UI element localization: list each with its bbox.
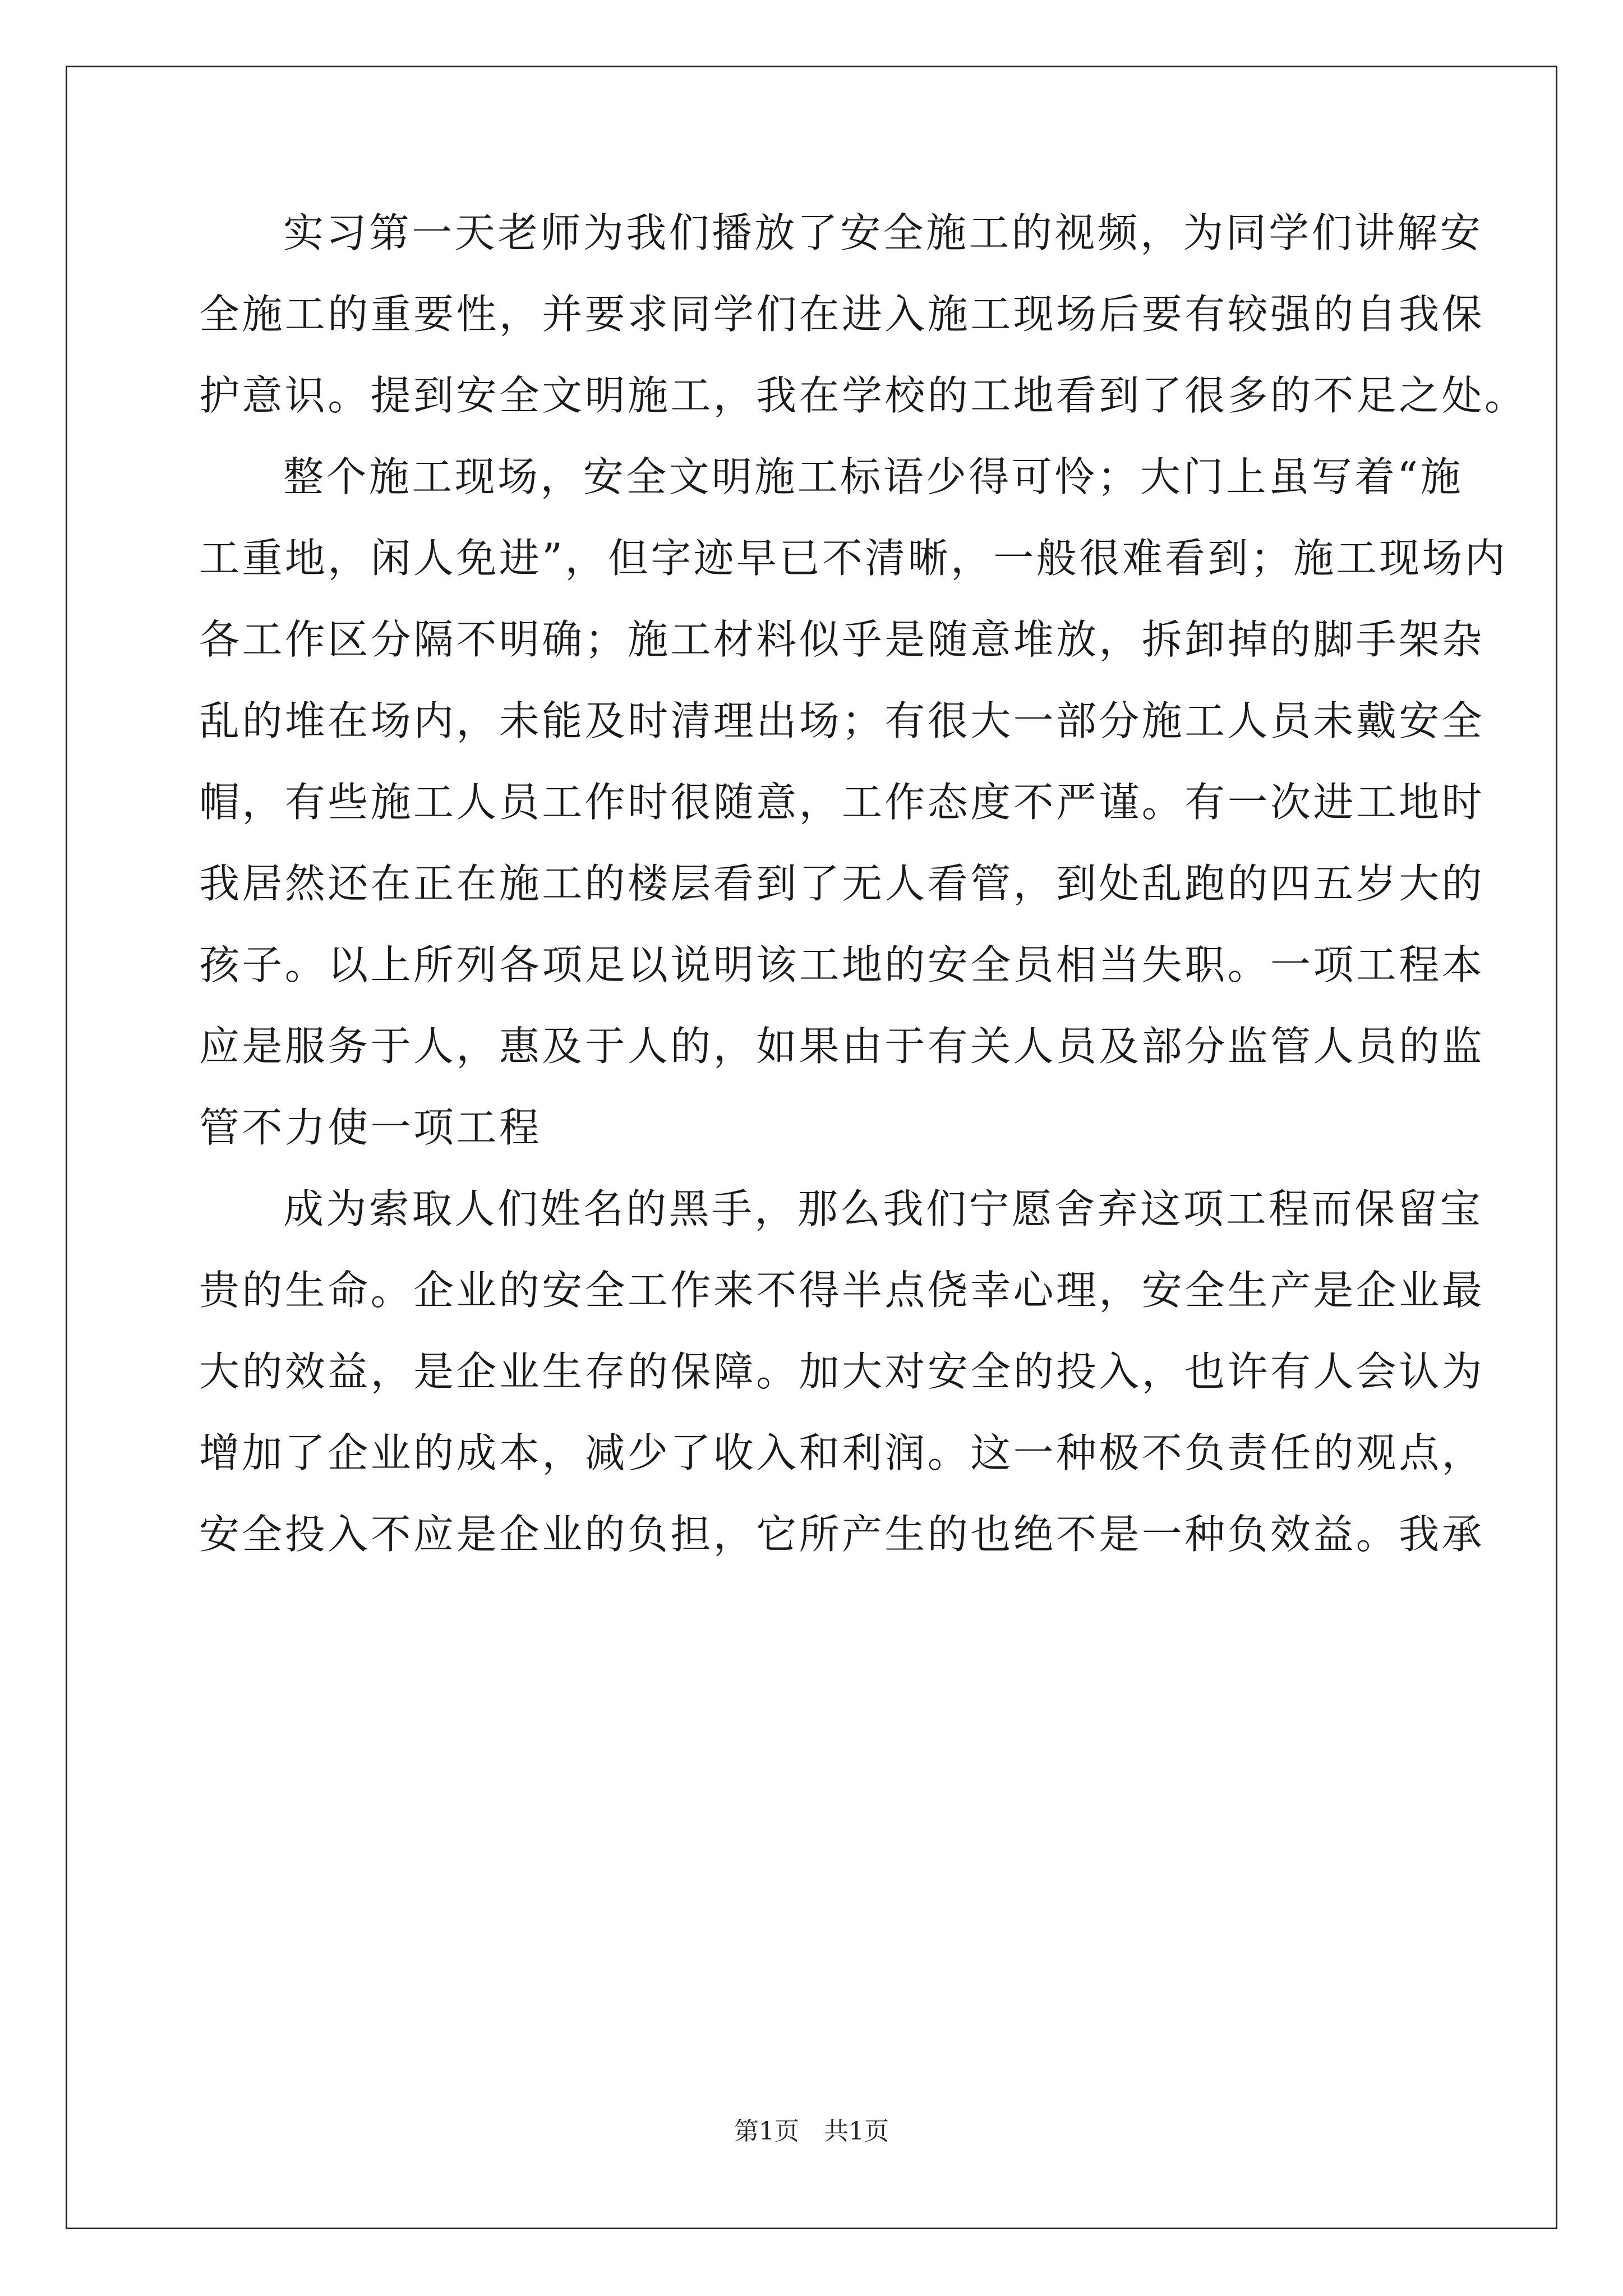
text-line: 帽，有些施工人员工作时很随意，工作态度不严谨。有一次进工地时 [199,779,1485,826]
text-line: 大的效益，是企业生存的保障。加大对安全的投入，也许有人会认为 [199,1348,1485,1395]
text-line: 护意识。提到安全文明施工，我在学校的工地看到了很多的不足之处。 [199,372,1528,419]
text-line: 实习第一天老师为我们播放了安全施工的视频，为同学们讲解安 [283,209,1483,256]
text-line: 成为索取人们姓名的黑手，那么我们宁愿舍弃这项工程而保留宝 [283,1185,1483,1232]
text-line: 整个施工现场，安全文明施工标语少得可怜；大门上虽写着“施 [283,453,1464,500]
text-line: 各工作区分隔不明确；施工材料似乎是随意堆放，拆卸掉的脚手架杂 [199,616,1485,663]
text-line: 我居然还在正在施工的楼层看到了无人看管，到处乱跑的四五岁大的 [199,860,1485,907]
text-line: 增加了企业的成本，减少了收入和利润。这一种极不负责任的观点， [199,1429,1485,1476]
text-line: 全施工的重要性，并要求同学们在进入施工现场后要有较强的自我保 [199,291,1485,338]
text-line: 工重地，闲人免进”，但字迹早已不清晰，一般很难看到；施工现场内 [199,535,1508,582]
text-line: 应是服务于人，惠及于人的，如果由于有关人员及部分监管人员的监 [199,1023,1485,1070]
page-footer: 第1页 共1页 [734,2117,889,2146]
text-line: 安全投入不应是企业的负担，它所产生的也绝不是一种负效益。我承 [199,1511,1485,1558]
text-line: 乱的堆在场内，未能及时清理出场；有很大一部分施工人员未戴安全 [199,697,1485,744]
text-line: 孩子。以上所列各项足以说明该工地的安全员相当失职。一项工程本 [199,941,1485,988]
text-line: 管不力使一项工程 [199,1104,542,1151]
text-line: 贵的生命。企业的安全工作来不得半点侥幸心理，安全生产是企业最 [199,1267,1485,1314]
